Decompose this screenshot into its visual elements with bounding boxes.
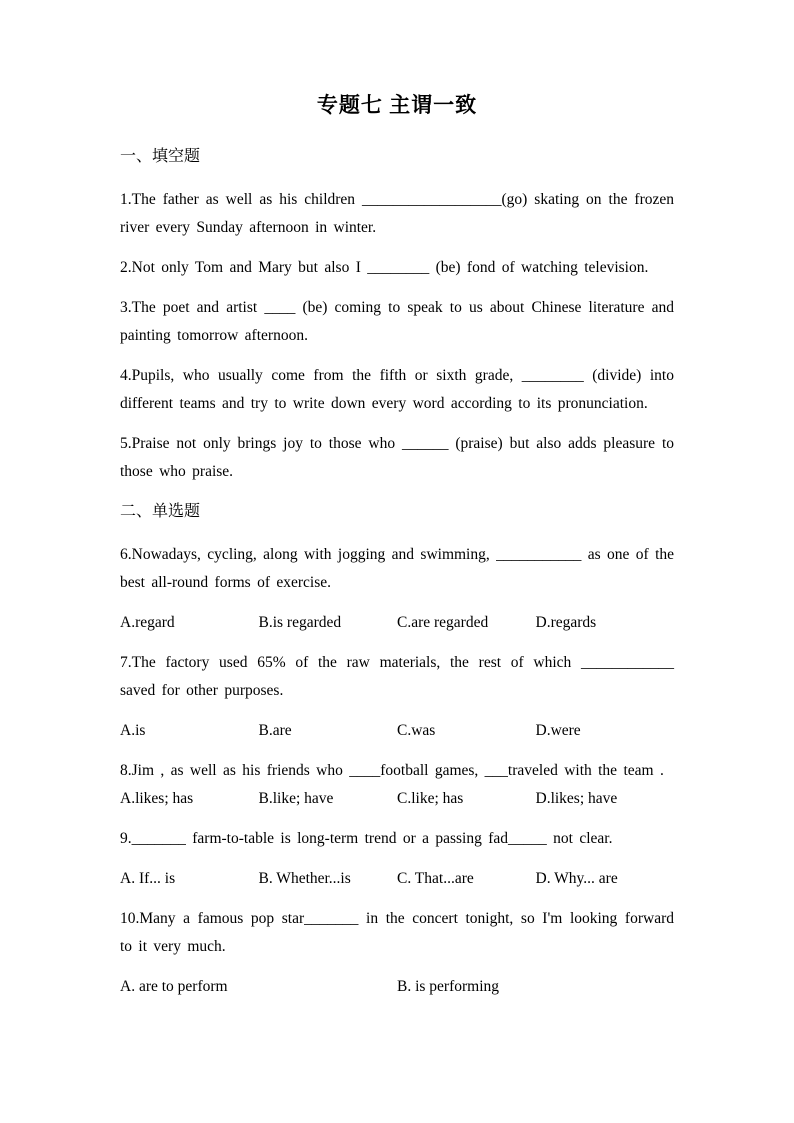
question-6: 6.Nowadays, cycling, along with jogging and swimming, ___________ as one of the best all-round forms of exercise. [120,546,675,591]
question-1: 1.The father as well as his children __________________(go) skating on the frozen river every Sunday afternoon in winter. [120,191,674,236]
option-9-d: D. Why... are [535,870,618,887]
question-7: 7.The factory used 65% of the raw materials, the rest of which ____________ saved for other purposes. [120,654,674,699]
option-9-c: C. That...are [397,870,474,887]
option-9-a: A. If... is [120,870,176,887]
option-7-b: B.are [258,722,292,739]
question-7-options [120,717,674,745]
option-10-a: A. are to perform [120,978,228,995]
question-5: 5.Praise not only brings joy to those who ______ (praise) but also adds pleasure to those who praise. [120,435,674,480]
question-9-options [120,865,674,893]
question-10: 10.Many a famous pop star_______ in the concert tonight, so I'm looking forward to it very much. [120,910,674,955]
section-multiple-choice [120,498,674,1001]
section-heading-fill-blank: 一、填空题 [120,148,201,165]
question-8-options [120,785,674,813]
option-6-d: D.regards [535,614,597,631]
option-6-c: C.are regarded [397,614,489,631]
page-title: 专题七 主谓一致 [316,93,478,117]
question-8: 8.Jim , as well as his friends who ____football games, ___traveled with the team . [120,762,664,779]
question-2: 2.Not only Tom and Mary but also I ________ (be) fond of watching television. [120,259,649,276]
option-8-c: C.like; has [397,790,464,807]
option-9-b: B. Whether...is [258,870,351,887]
question-3: 3.The poet and artist ____ (be) coming to speak to us about Chinese literature and painting tomorrow afternoon. [120,299,674,344]
question-10-options [120,973,674,1001]
option-6-a: A.regard [120,614,175,631]
question-4: 4.Pupils, who usually come from the fifth or sixth grade, ________ (divide) into different teams and try to write down every word according to its pronunciation. [120,367,674,412]
option-8-a: A.likes; has [120,790,194,807]
option-7-d: D.were [535,722,581,739]
option-8-d: D.likes; have [535,790,618,807]
option-8-b: B.like; have [258,790,334,807]
question-9: 9._______ farm-to-table is long-term trend or a passing fad_____ not clear. [120,830,613,847]
section-fill-blank [120,143,674,486]
section-heading-multiple-choice: 二、单选题 [120,503,201,520]
option-6-b: B.is regarded [258,614,342,631]
question-6-options [120,609,674,637]
option-7-a: A.is [120,722,146,739]
option-7-c: C.was [397,722,436,739]
option-10-b: B. is performing [397,978,500,995]
